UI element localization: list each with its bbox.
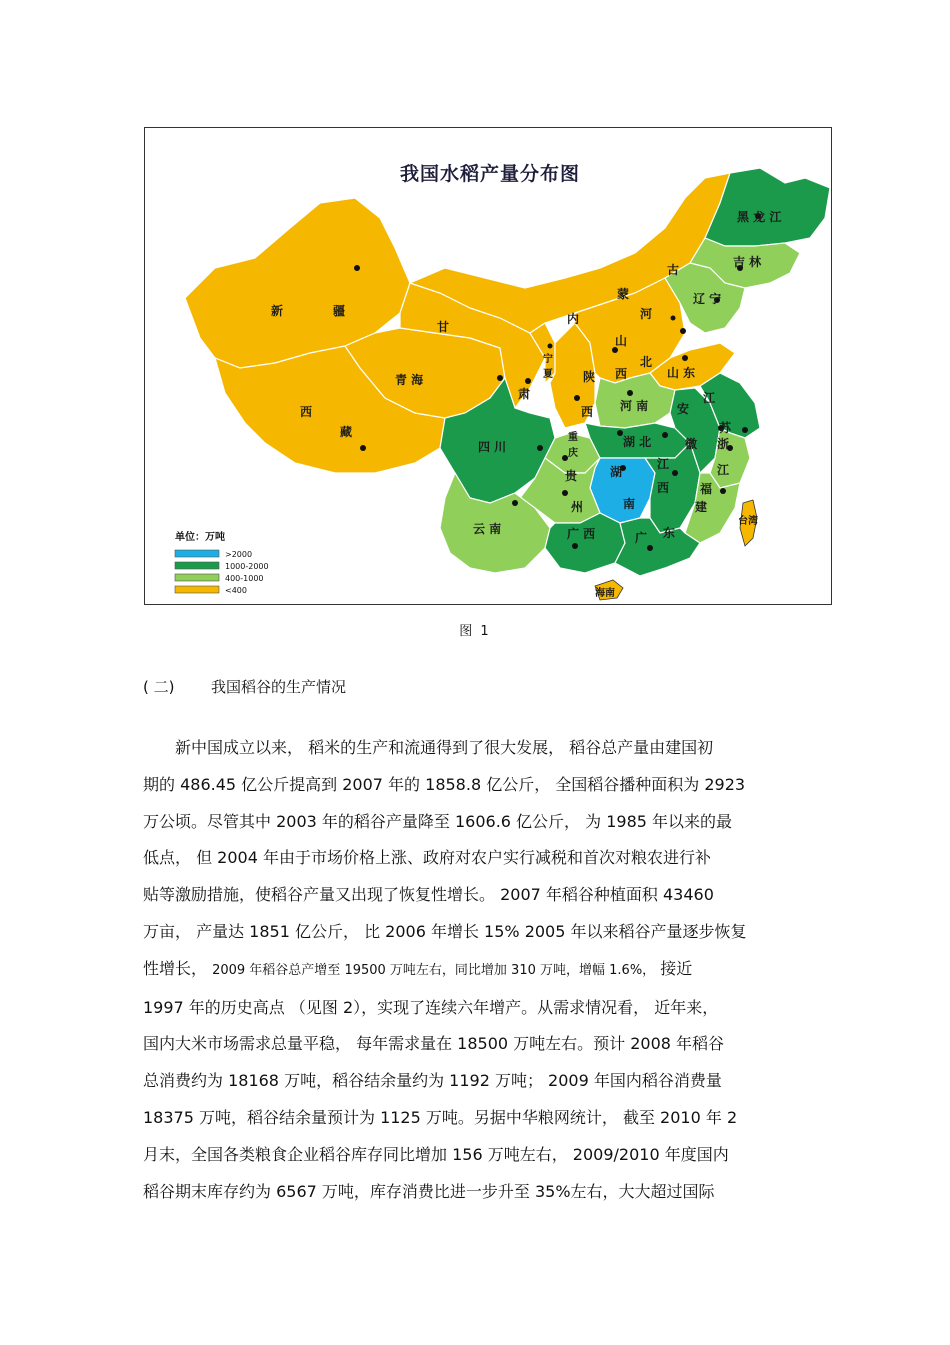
- label-chongqing-chong: 重: [568, 432, 578, 443]
- legend-title: 单位：万吨: [175, 532, 225, 543]
- legend-label: <400: [225, 586, 247, 595]
- label-jilin: 吉 林: [733, 255, 762, 269]
- label-jiangsu-su: 苏: [719, 421, 732, 435]
- label-guizhou-zhou: 州: [571, 500, 584, 514]
- label-xinjiang-jiang: 疆: [333, 304, 346, 318]
- label-shaanxi-shan: 陕: [583, 370, 596, 384]
- label-zhejiang-zhe: 浙: [717, 437, 730, 451]
- label-jiangsu-jiang: 江: [703, 391, 716, 405]
- section-heading: [143, 676, 346, 697]
- city-dot: [682, 355, 688, 361]
- city-dot: [662, 432, 668, 438]
- label-guizhou-gui: 贵: [565, 469, 578, 483]
- city-dot: [572, 543, 578, 549]
- label-hebei-bei: 北: [640, 355, 653, 369]
- label-qinghai: 青 海: [395, 373, 424, 387]
- label-hunan-nan: 南: [623, 497, 636, 511]
- city-dot: [354, 265, 360, 271]
- label-jiangxi-xi: 西: [657, 481, 670, 495]
- city-dot: [512, 500, 518, 506]
- label-neimenggu-meng: 蒙: [617, 287, 630, 301]
- city-dot: [548, 344, 553, 349]
- label-zhejiang-jiang: 江: [717, 463, 730, 477]
- line-end: 接近: [655, 958, 693, 978]
- paragraph-line: 总消费约为 18168 万吨，稻谷结余量约为 1192 万吨； 2009 年国内稻谷消费量: [143, 1071, 722, 1091]
- label-chongqing-qing: 庆: [568, 448, 578, 459]
- section-title: 我国稻谷的生产情况: [211, 678, 347, 696]
- label-shandong: 山 东: [667, 366, 696, 380]
- label-anhui-hui: 徽: [685, 437, 698, 451]
- label-anhui-an: 安: [677, 402, 690, 416]
- paragraph-line: 万公顷。尽管其中 2003 年的稻谷产量降至 1606.6 亿公斤， 为 1985 年以来的最: [143, 811, 733, 831]
- body-paragraph: [143, 730, 813, 1210]
- section-number: ( 二): [143, 678, 175, 696]
- label-shaanxi-xi: 西: [581, 405, 594, 419]
- rice-production-map-figure: [144, 127, 832, 605]
- city-dot: [574, 395, 580, 401]
- label-shanxi-shan: 山: [615, 334, 628, 348]
- label-jiangxi-jiang: 江: [657, 457, 670, 471]
- line-small-text: 2009 年稻谷总产增至 19500 万吨左右，同比增加 310 万吨，增幅 1.6%，: [212, 962, 656, 978]
- city-dot: [720, 488, 726, 494]
- label-guangdong-guang: 广: [635, 531, 648, 545]
- city-dot: [525, 378, 531, 384]
- label-henan: 河 南: [620, 399, 649, 413]
- label-shanxi-xi: 西: [615, 367, 628, 381]
- city-dot: [537, 445, 543, 451]
- paragraph-line: 贴等激励措施，使稻谷产量又出现了恢复性增长。 2007 年稻谷种植面积 43460: [143, 885, 714, 905]
- paragraph-line-mixed: [143, 951, 813, 990]
- city-dot: [742, 427, 748, 433]
- paragraph-line: 月末，全国各类粮食企业稻谷库存同比增加 156 万吨左右， 2009/2010 年度国内: [143, 1144, 729, 1164]
- legend-swatch: [175, 586, 219, 593]
- label-xizang-zang: 藏: [340, 425, 353, 439]
- label-xinjiang-xin: 新: [271, 304, 284, 318]
- label-xizang-xi: 西: [300, 405, 313, 419]
- label-guangxi: 广 西: [567, 527, 596, 541]
- city-dot: [627, 390, 633, 396]
- paragraph-line: 新中国成立以来， 稻米的生产和流通得到了很大发展， 稻谷总产量由建国初: [143, 738, 714, 757]
- label-hunan-hu: 湖: [610, 465, 623, 479]
- city-dot: [680, 328, 686, 334]
- figure-caption: 图 1: [459, 624, 491, 639]
- land-regions: [185, 168, 830, 600]
- label-yunnan: 云 南: [473, 522, 502, 536]
- label-hubei: 湖 北: [623, 435, 652, 449]
- city-dot: [647, 545, 653, 551]
- label-sichuan: 四 川: [478, 440, 507, 454]
- city-dot: [497, 375, 503, 381]
- china-rice-map: [145, 128, 832, 605]
- label-neimenggu-gu: 古: [667, 263, 680, 277]
- paragraph-line: 稻谷期末库存约为 6567 万吨，库存消费比进一步升至 35%左右，大大超过国际: [143, 1181, 715, 1201]
- paragraph-line: 期的 486.45 亿公斤提高到 2007 年的 1858.8 亿公斤， 全国稻谷播种面积为 2923: [143, 774, 746, 794]
- paragraph-line: 18375 万吨，稻谷结余量预计为 1125 万吨。另据中华粮网统计， 截至 2010 年 2: [143, 1107, 738, 1127]
- label-neimenggu-nei: 内: [567, 312, 580, 326]
- map-title: 我国水稻产量分布图: [400, 163, 581, 185]
- legend-label: 1000-2000: [225, 562, 269, 571]
- label-heilongjiang: 黑 龙 江: [737, 210, 782, 224]
- label-ningxia-ning: 宁: [543, 354, 553, 365]
- legend-label: 400-1000: [225, 574, 264, 583]
- city-dot: [672, 470, 678, 476]
- city-dot: [562, 490, 568, 496]
- map-legend: [175, 530, 269, 595]
- city-dot: [360, 445, 366, 451]
- paragraph-line: 低点， 但 2004 年由于市场价格上涨、政府对农户实行减税和首次对粮农进行补: [143, 848, 711, 868]
- label-liaoning: 辽 宁: [693, 292, 722, 306]
- paragraph-line: 国内大米市场需求总量平稳， 每年需求量在 18500 万吨左右。预计 2008 年稻谷: [143, 1034, 725, 1054]
- label-fujian-jian: 建: [695, 500, 708, 514]
- line-start: 性增长，: [143, 958, 213, 978]
- label-hainan: 海南: [595, 588, 615, 599]
- legend-swatch: [175, 574, 219, 581]
- legend-swatch: [175, 562, 219, 569]
- label-gansu-su: 肃: [518, 387, 531, 401]
- paragraph-line: 万亩， 产量达 1851 亿公斤， 比 2006 年增长 15% 2005 年以来稻谷产量逐步恢复: [143, 921, 747, 941]
- label-hebei-he: 河: [640, 307, 653, 321]
- legend-label: >2000: [225, 550, 253, 559]
- label-gansu-gan: 甘: [437, 320, 450, 334]
- paragraph-line: 1997 年的历史高点 （见图 2），实现了连续六年增产。从需求情况看， 近年来，: [143, 997, 719, 1017]
- label-guangdong-dong: 东: [663, 526, 676, 540]
- city-dot: [671, 316, 676, 321]
- label-taiwan: 台湾: [738, 516, 758, 527]
- legend-swatch: [175, 550, 219, 557]
- legend-items: [175, 550, 269, 595]
- label-fujian-fu: 福: [700, 482, 713, 496]
- label-ningxia-xia: 夏: [543, 369, 553, 380]
